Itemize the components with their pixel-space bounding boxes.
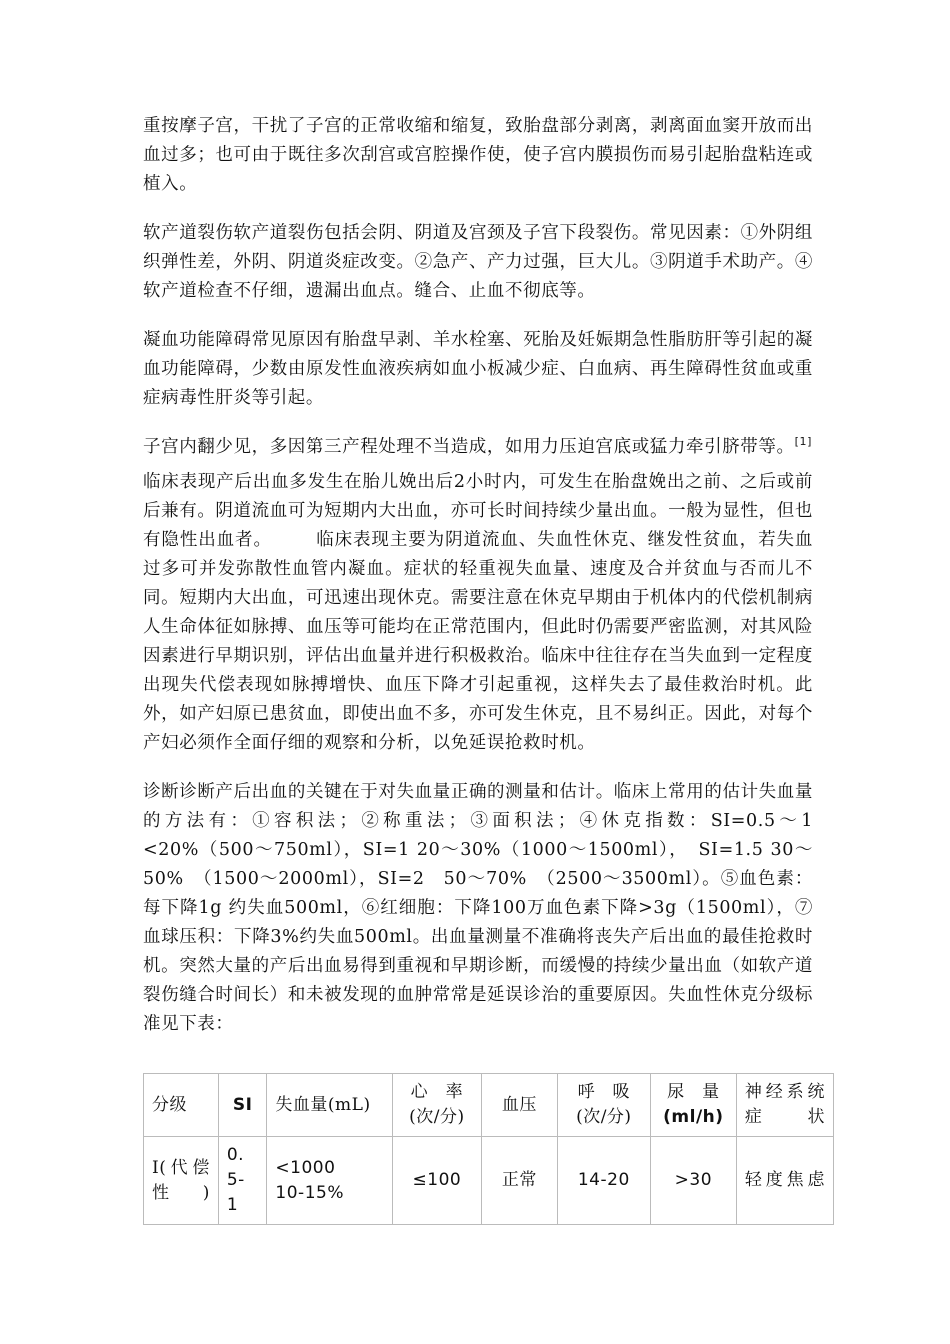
header-resp bbox=[557, 1074, 650, 1137]
cell-bp: 正常 bbox=[481, 1137, 557, 1225]
header-urine-line2: (ml/h) bbox=[663, 1107, 724, 1127]
header-grade: 分级 bbox=[144, 1074, 219, 1137]
shock-grade-table bbox=[143, 1073, 834, 1225]
cell-blood-loss-line2: 10-15% bbox=[275, 1182, 344, 1203]
clinical-manifestation-part1: 临床表现产后出血多发生在胎儿娩出后2小时内，可发生在胎盘娩出之前、之后或前后兼有。阴道流血可为短期内大出血，亦可长时间持续少量出血。一般为显性，但也有隐性出血者。 bbox=[143, 472, 813, 550]
header-heart-rate bbox=[392, 1074, 481, 1137]
header-neuro: 神经系统症状 bbox=[736, 1074, 833, 1137]
reference-link[interactable]: [1] bbox=[794, 435, 812, 449]
paragraph-clinical-manifestation bbox=[143, 468, 813, 758]
cell-si bbox=[218, 1137, 267, 1225]
cell-urine: >30 bbox=[650, 1137, 736, 1225]
header-resp-line2: (次/分) bbox=[576, 1107, 632, 1127]
header-heart-rate-line2: (次/分) bbox=[409, 1107, 465, 1127]
cell-blood-loss bbox=[267, 1137, 392, 1225]
table-header-row bbox=[144, 1074, 834, 1137]
header-si: SI bbox=[218, 1074, 267, 1137]
cell-si-line3: 1 bbox=[226, 1195, 239, 1215]
table-row bbox=[144, 1137, 834, 1225]
header-urine bbox=[650, 1074, 736, 1137]
header-blood-loss-text: 失血量(mL) bbox=[275, 1094, 371, 1115]
paragraph-diagnosis: 诊断诊断产后出血的关键在于对失血量正确的测量和估计。临床上常用的估计失血量的方法有：①容积法；②称重法；③面积法；④休克指数：SI=0.5～1 <20%（500～750ml），SI=1 20～30%（1000～1500ml）， SI=1.5 30～50% （1500～2000ml），SI=2 50～70% （2500～3500ml）。⑤血色素：每下降1g 约失血500ml，⑥红细胞：下降100万血色素下降>3g（1500ml），⑦血球压积：下降3%约失血500ml。出血量测量不准确将丧失产后出血的最佳抢救时机。突然大量的产后出血易得到重视和早期诊断，而缓慢的持续少量出血（如软产道裂伤缝合时间长）和未被发现的血肿常常是延误诊治的重要原因。失血性休克分级标准见下表： bbox=[143, 782, 813, 1034]
paragraph-coagulation-disorder: 凝血功能障碍常见原因有胎盘早剥、羊水栓塞、死胎及妊娠期急性脂肪肝等引起的凝血功能障碍，少数由原发性血液疾病如血小板减少症、白血病、再生障碍性贫血或重症病毒性肝炎等引起。 bbox=[143, 330, 813, 408]
uterine-inversion-text: 子宫内翻少见，多因第三产程处理不当造成，如用力压迫宫底或猛力牵引脐带等。 bbox=[143, 437, 795, 457]
paragraph-placental-adhesion: 重按摩子宫，干扰了子宫的正常收缩和缩复，致胎盘部分剥离，剥离面血窦开放而出血过多；也可由于既往多次刮宫或宫腔操作使，使子宫内膜损伤而易引起胎盘粘连或植入。 bbox=[143, 116, 813, 194]
header-urine-line1: 尿 量 bbox=[667, 1082, 720, 1102]
document-body bbox=[143, 112, 813, 1059]
header-heart-rate-line1: 心 率 bbox=[410, 1082, 464, 1102]
cell-heart-rate: ≤100 bbox=[392, 1137, 481, 1225]
header-bp: 血压 bbox=[481, 1074, 557, 1137]
cell-si-line2: 5- bbox=[226, 1170, 245, 1190]
cell-blood-loss-line1: <1000 bbox=[275, 1157, 336, 1178]
paragraph-soft-birth-canal-laceration: 软产道裂伤软产道裂伤包括会阴、阴道及宫颈及子宫下段裂伤。常见因素：①外阴组织弹性差，外阴、阴道炎症改变。②急产、产力过强，巨大儿。③阴道手术助产。④软产道检查不仔细，遗漏出血点。缝合、止血不彻底等。 bbox=[143, 223, 813, 301]
clinical-manifestation-part2: 临床表现主要为阴道流血、失血性休克、继发性贫血，若失血过多可并发弥散性血管内凝血。症状的轻重视失血量、速度及合并贫血与否而儿不同。短期内大出血，可迅速出现休克。需要注意在休克早期由于机体内的代偿机制病人生命体征如脉搏、血压等可能均在正常范围内，但此时仍需要严密监测，对其风险因素进行早期识别，评估出血量并进行积极救治。临床中往往存在当失血到一定程度出现失代偿表现如脉搏增快、血压下降才引起重视，这样失去了最佳救治时机。此外，如产妇原已患贫血，即使出血不多，亦可发生休克，且不易纠正。因此，对每个产妇必须作全面仔细的观察和分析，以免延误抢救时机。 bbox=[143, 530, 814, 753]
header-resp-line1: 呼 吸 bbox=[577, 1082, 631, 1102]
paragraph-uterine-inversion bbox=[143, 433, 813, 462]
header-blood-loss bbox=[267, 1074, 392, 1137]
cell-grade: I(代偿性) bbox=[144, 1137, 219, 1225]
cell-resp: 14-20 bbox=[557, 1137, 650, 1225]
cell-neuro: 轻度焦虑 bbox=[736, 1137, 833, 1225]
cell-si-line1: 0. bbox=[226, 1145, 245, 1165]
